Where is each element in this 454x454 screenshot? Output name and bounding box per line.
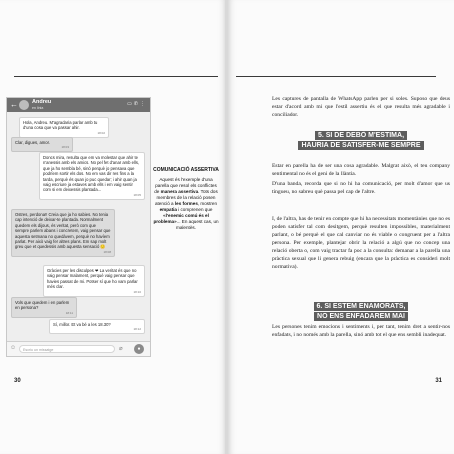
callout-emphasis: manera assertiva [160, 189, 199, 195]
callout-text: i comprenen que [176, 207, 213, 213]
message-time: 18:10 [133, 289, 141, 294]
callout-text: ... En aquest cas, un malentès. [176, 219, 219, 231]
microphone-icon[interactable]: ● [134, 344, 144, 354]
message-input[interactable]: Escriu un missatge [19, 345, 115, 353]
paragraph: Les persones tenim emocions i sentiments i, per tant, tenim dret a sentir-nos enfadats, i no només amb la parella, sinó amb tot el que ens sembli inadequat. [272, 324, 450, 338]
message-bubble [43, 265, 145, 297]
top-rule [14, 76, 218, 77]
callout-text: , mostren [197, 201, 218, 207]
message-time: 18:08 [103, 249, 111, 254]
callout-emphasis: les formes [174, 201, 198, 207]
paragraph: D'una banda, recorda que si no hi ha comunicació, per molt d'amor que us tingueu, no sabreu què passa pel cap de l'altre. [272, 181, 450, 195]
message-input-bar [7, 341, 150, 356]
heading-line: NO ENS ENFADAREM MAI [314, 312, 408, 321]
message-time: 18:03 [61, 145, 69, 150]
message-text: Clar, digues, amor. [15, 140, 50, 145]
contact-name[interactable]: Andreu [32, 99, 52, 105]
paragraph: I, de l'altra, has de tenir en compte que hi ha necessitats momentànies que no es poden satisfer tal com desitgem, perquè resulten impossibles, materialment parlant, o bé perquè el que cal canviar no és viable o congruent per a l'altra persona. Per exemple, plantejar obrir la relació a algú que no concep una relació oberta o, com vaig tractar fa poc a la consulta: demanar a la parella una pràctica sexual que li genera rebuig (encara que la pràctica es consideri molt normativa). [272, 216, 450, 270]
message-bubble [19, 117, 109, 138]
left-page [0, 0, 226, 454]
more-options-icon[interactable]: ⋮ [140, 101, 147, 107]
message-text: Sí, millor. Et va bé a les 18.30? [53, 322, 111, 327]
message-text: Ostres, perdona!! Creia que ja ho sabies. No tenia cap intenció de deixar-te plantada. Normalment quedem els dijous, és veritat, però com que sempre parlem abans i concretem, vaig pensar que aquesta setmana no quedàvem, perquè no havíem parlat. Per això vaig fer altres plans. Em sap molt greu que et quedessis amb aquesta sensació 🙁 [15, 212, 111, 250]
assertive-communication-callout [153, 167, 219, 231]
video-call-icon[interactable]: ▭ [127, 101, 134, 107]
page-number-left: 30 [14, 378, 21, 384]
phone-call-icon[interactable]: ✆ [133, 101, 140, 107]
message-bubble [11, 209, 115, 257]
message-time: 18:11 [65, 310, 73, 315]
message-time: 18:12 [133, 327, 141, 332]
callout-text: Aquest és l'exemple d'una parella que resol els conflictes de [154, 177, 217, 195]
header-icons [127, 101, 147, 107]
heading-line: 5. SI DE DEBÒ M'ESTIMA, [315, 131, 407, 140]
callout-title: COMUNICACIÓ ASSERTIVA [153, 167, 219, 173]
attach-icon[interactable]: ⌀ [119, 346, 123, 352]
top-rule [236, 76, 436, 77]
message-time: 18:05 [133, 192, 141, 197]
heading-line: 6. SI ESTEM ENAMORATS, [314, 302, 409, 311]
chat-thread [7, 113, 150, 341]
heading-line: HAURIA DE SATISFER-ME SEMPRE [298, 141, 423, 150]
back-arrow-icon[interactable]: ← [10, 100, 18, 109]
page-number-right: 31 [435, 378, 442, 384]
section-heading-6 [272, 301, 450, 321]
callout-text: . Tots dos membres de la relació posen atenció a [154, 189, 218, 207]
paragraph: Les captures de pantalla de WhatsApp parlen per si soles. Suposo que deus estar d'acord amb mi que l'estil assertiu és el que resulta més agradable i conciliador. [272, 96, 450, 118]
message-text: Doncs mira, resulta que em va molestar que ahir te n'anessis amb els amics. No pel fet d'anar amb ells, que ja ho sembla bé, sinó perquè jo pensava que podríem sortir els dos. No em vas dir res fins a la tarda, perquè és quan jo puc quedar; i ahir quan ja vaig escriure ja estaves amb ells i em vaig sentir com si em deixessis plantada... [43, 155, 140, 193]
callout-body [153, 177, 219, 231]
message-bubble [11, 137, 73, 152]
section-heading-5 [272, 130, 450, 150]
emoji-icon[interactable]: ☺ [10, 345, 17, 351]
message-bubble [39, 152, 145, 200]
paragraph: Estar en parella ha de ser una cosa agradable. Malgrat això, el teu company sentimental no és el geni de la llàntia. [272, 163, 450, 177]
chat-header [7, 98, 150, 112]
message-text: Hola, Andreu. M'agradaria parlar amb tu d'una cosa que va passar ahir. [23, 120, 98, 131]
avatar[interactable] [19, 100, 29, 110]
contact-status: en línia [32, 106, 44, 110]
message-text: Vols que quedem i en parlem en persona? [15, 300, 70, 311]
message-time: 18:02 [97, 130, 105, 135]
message-bubble [11, 297, 77, 318]
whatsapp-screenshot [6, 97, 151, 357]
message-bubble [49, 319, 145, 334]
message-text: Gràcies per les disculpes ❤ La veritat és que no vaig pensar malament, perquè vaig pensar que havies passat de mi. Potser sí que ho vam parlar més clar. [47, 268, 138, 290]
callout-emphasis: «l'enemic comú és el problema» [153, 213, 209, 225]
callout-emphasis: empatia [159, 207, 177, 213]
